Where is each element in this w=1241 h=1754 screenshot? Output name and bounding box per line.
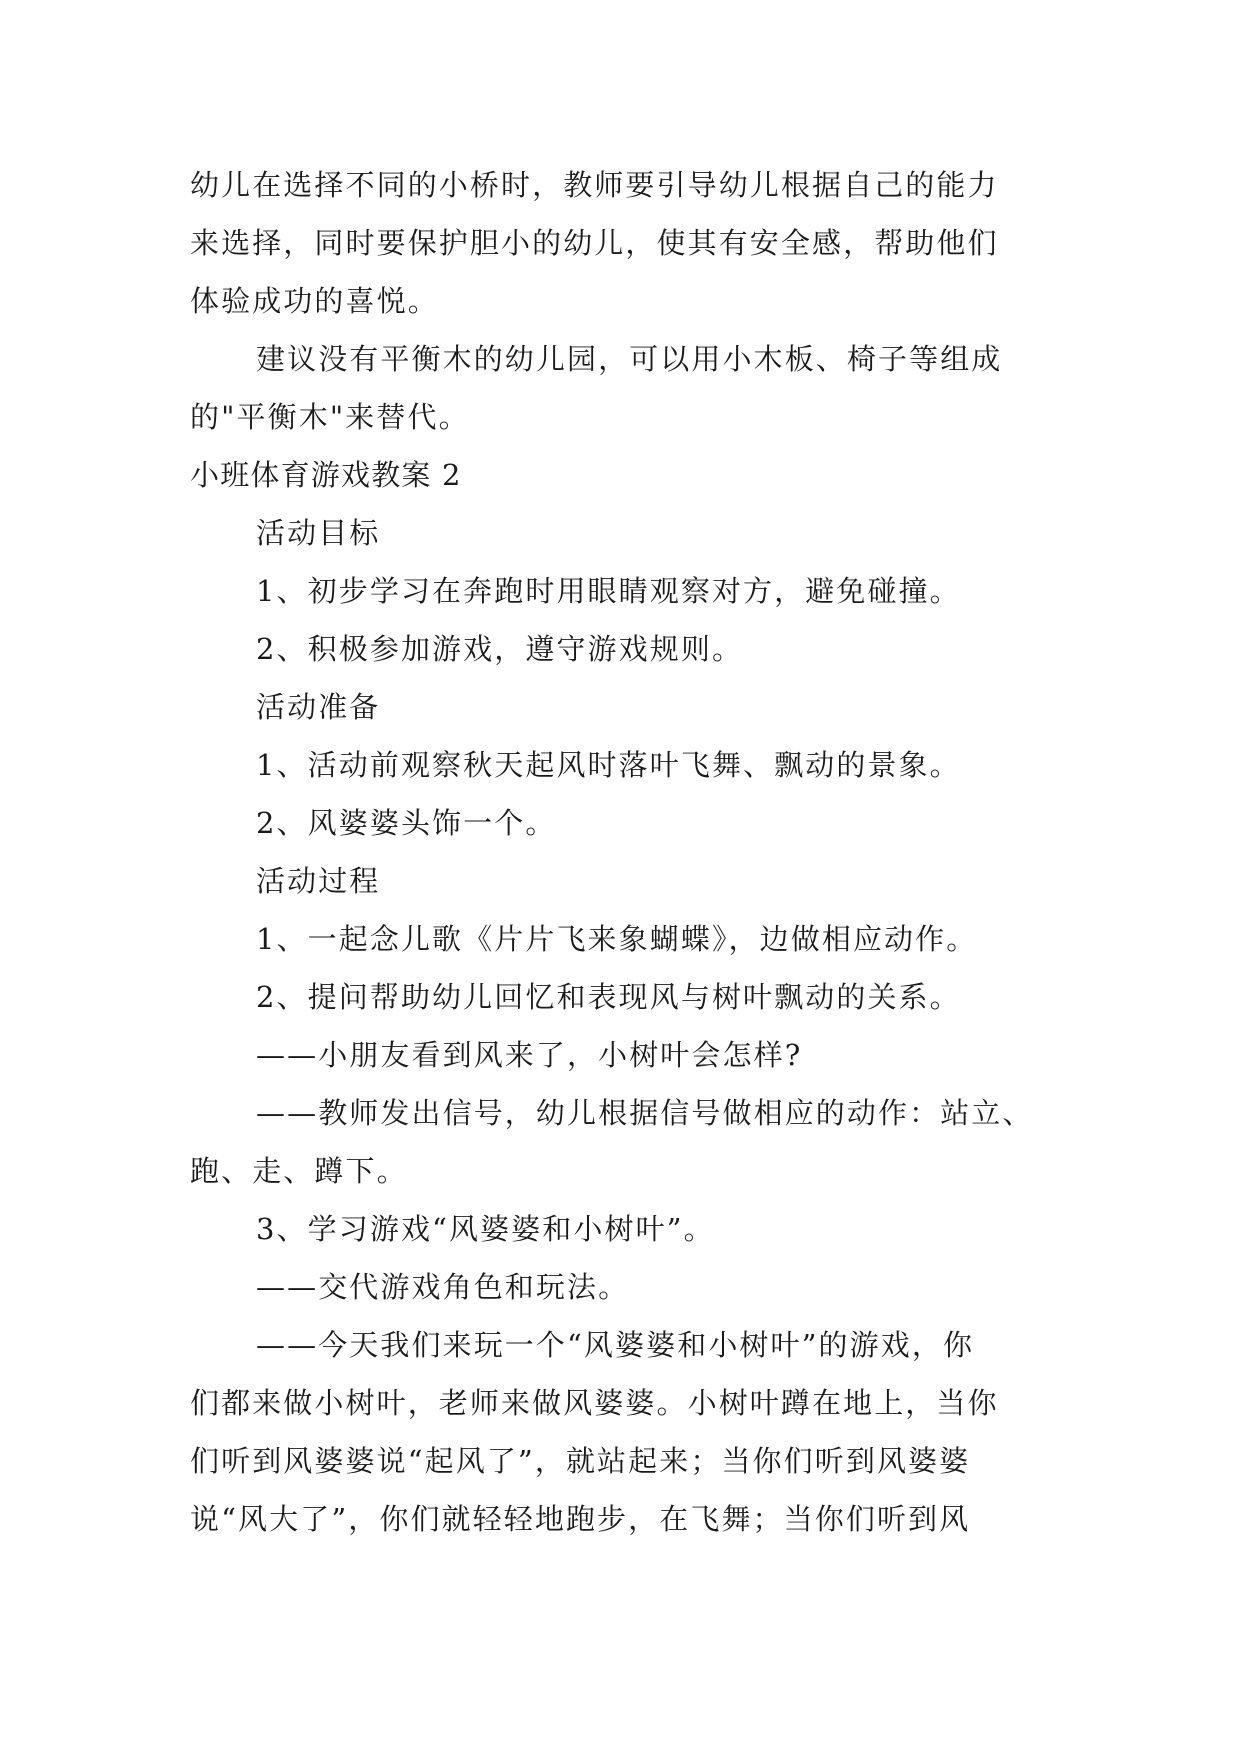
dialogue-line: ——教师发出信号，幼儿根据信号做相应的动作：站立、: [256, 1096, 1034, 1130]
paragraph-line: 说“风大了”，你们就轻轻地跑步，在飞舞；当你们听到风: [190, 1502, 971, 1536]
subheading-activity-goals: 活动目标: [256, 516, 381, 550]
paragraph-line: 建议没有平衡木的幼儿园，可以用小木板、椅子等组成: [256, 342, 1003, 376]
subheading-activity-process: 活动过程: [256, 864, 381, 898]
list-item: 2、提问帮助幼儿回忆和表现风与树叶飘动的关系。: [256, 980, 961, 1014]
list-item: 1、初步学习在奔跑时用眼睛观察对方，避免碰撞。: [256, 574, 961, 608]
paragraph-line: 的"平衡木"来替代。: [190, 400, 470, 434]
dialogue-line: ——交代游戏角色和玩法。: [256, 1270, 630, 1304]
paragraph-line: 来选择，同时要保护胆小的幼儿，使其有安全感，帮助他们: [190, 226, 999, 260]
document-body: [190, 156, 1060, 1548]
list-item: 3、学习游戏“风婆婆和小树叶”。: [256, 1212, 715, 1246]
list-item: 1、一起念儿歌《片片飞来象蝴蝶》，边做相应动作。: [256, 922, 978, 956]
list-item: 2、积极参加游戏，遵守游戏规则。: [256, 632, 744, 666]
list-item: 1、活动前观察秋天起风时落叶飞舞、飘动的景象。: [256, 748, 961, 782]
paragraph-line: 体验成功的喜悦。: [190, 284, 439, 318]
dialogue-line: ——小朋友看到风来了，小树叶会怎样?: [256, 1038, 803, 1072]
paragraph-line: 跑、走、蹲下。: [190, 1154, 408, 1188]
subheading-activity-preparation: 活动准备: [256, 690, 381, 724]
paragraph-line: 们都来做小树叶，老师来做风婆婆。小树叶蹲在地上，当你: [190, 1386, 999, 1420]
section-heading: 小班体育游戏教案 2: [190, 458, 462, 492]
paragraph-line: 幼儿在选择不同的小桥时，教师要引导幼儿根据自己的能力: [190, 168, 999, 202]
dialogue-line: ——今天我们来玩一个“风婆婆和小树叶”的游戏，你: [256, 1328, 975, 1362]
list-item: 2、风婆婆头饰一个。: [256, 806, 557, 840]
paragraph-line: 们听到风婆婆说“起风了”，就站起来；当你们听到风婆婆: [190, 1444, 971, 1478]
